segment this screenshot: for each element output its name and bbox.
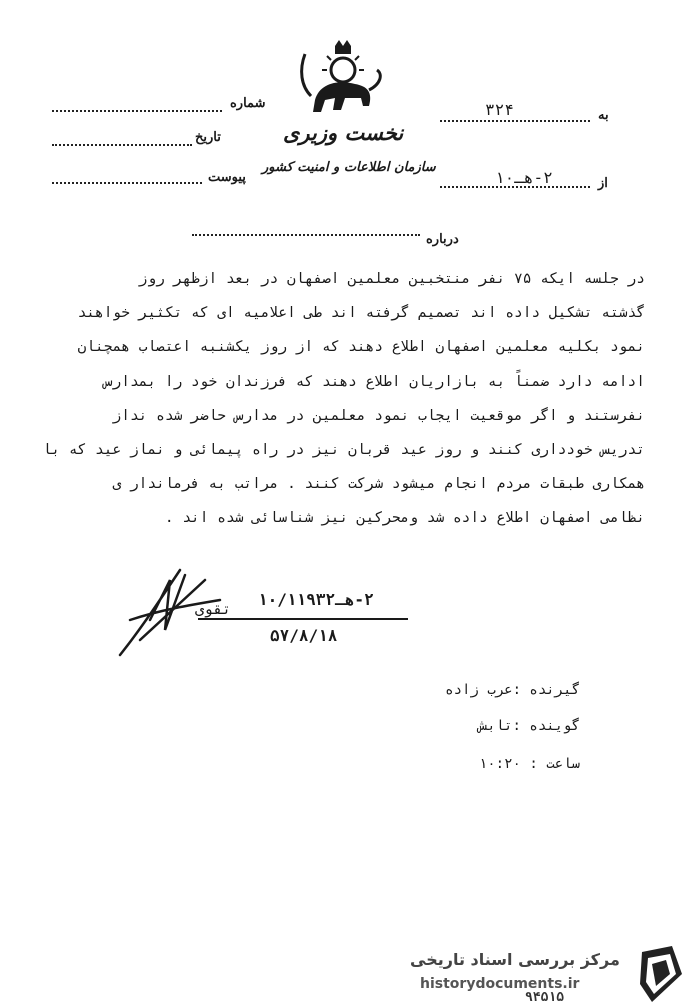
archive-logo-icon (632, 944, 688, 1004)
date-label: تاریخ (195, 130, 221, 145)
watermark-persian: مرکز بررسی اسناد تاریخی (410, 950, 620, 969)
reference-date: ۵۷/۸/۱۸ (270, 626, 338, 645)
time-line: ساعت : ۱۰:۲۰ (478, 756, 580, 772)
speaker-line: گوینده :تابش (478, 718, 580, 734)
body-line: نمود بکلیه معلمین اصفهان اطلاع دهند که از روز یکشنبه اعتصاب همچنان (77, 339, 645, 356)
attachment-label: پیوست (208, 170, 246, 185)
lion-and-sun-icon (285, 40, 405, 120)
signer-name: تقوی (195, 600, 232, 618)
archive-number: ۹۴۵۱۵ (525, 990, 565, 1005)
reference-code: ۲-هـ۱۰/۱۱۹۳۲ (258, 590, 374, 609)
from-value: ۲-هـ۱۰ (495, 168, 553, 187)
body-line: در جلسه ایکه ۷۵ نفر منتخبین معلمین اصفهان در بعد ازظهر روز (138, 271, 645, 287)
receiver-line: گیرنده :عرب زاده (445, 682, 580, 698)
body-line: ادامه دارد ضمناً به بازاریان اطلاع دهند که فرزندان خود را بمدارس (103, 373, 645, 390)
to-value: ۳۲۴ (485, 100, 514, 119)
date-dotted-line (52, 144, 192, 146)
from-label: از (598, 176, 608, 191)
body-line: نظامی اصفهان اطلاع داده شد ومحرکین نیز شناسائی شده اند . (164, 510, 645, 527)
to-label: به (598, 108, 609, 123)
number-label: شماره (230, 96, 266, 111)
to-dotted-line (440, 120, 590, 122)
body-line: تدریس خودداری کنند و روز عید قربان نیز در راه پیمائی و نماز عید که با (42, 442, 645, 459)
body-line: گذشته تشکیل داده اند تصمیم گرفته اند طی اعلامیه ای که تکثیر خواهند (77, 305, 645, 322)
subject-label: درباره (426, 232, 459, 247)
organization-subtitle: سازمان اطلاعات و امنیت کشور (262, 160, 436, 175)
subject-dotted-line (192, 234, 420, 236)
signature-rule (198, 618, 408, 620)
body-line: همکاری طبقات مردم انجام میشود شرکت کنند . مراتب به فرماندار ی (112, 476, 645, 493)
attachment-dotted-line (52, 182, 202, 184)
letter-body (42, 262, 645, 536)
organization-title: نخست وزیری (283, 120, 404, 145)
body-line: نفرستند و اگر موقعیت ایجاب نمود معلمین در مدارس حاضر شده نداز (112, 407, 645, 424)
number-dotted-line (52, 110, 222, 112)
watermark-url: historydocuments.ir (420, 976, 580, 992)
